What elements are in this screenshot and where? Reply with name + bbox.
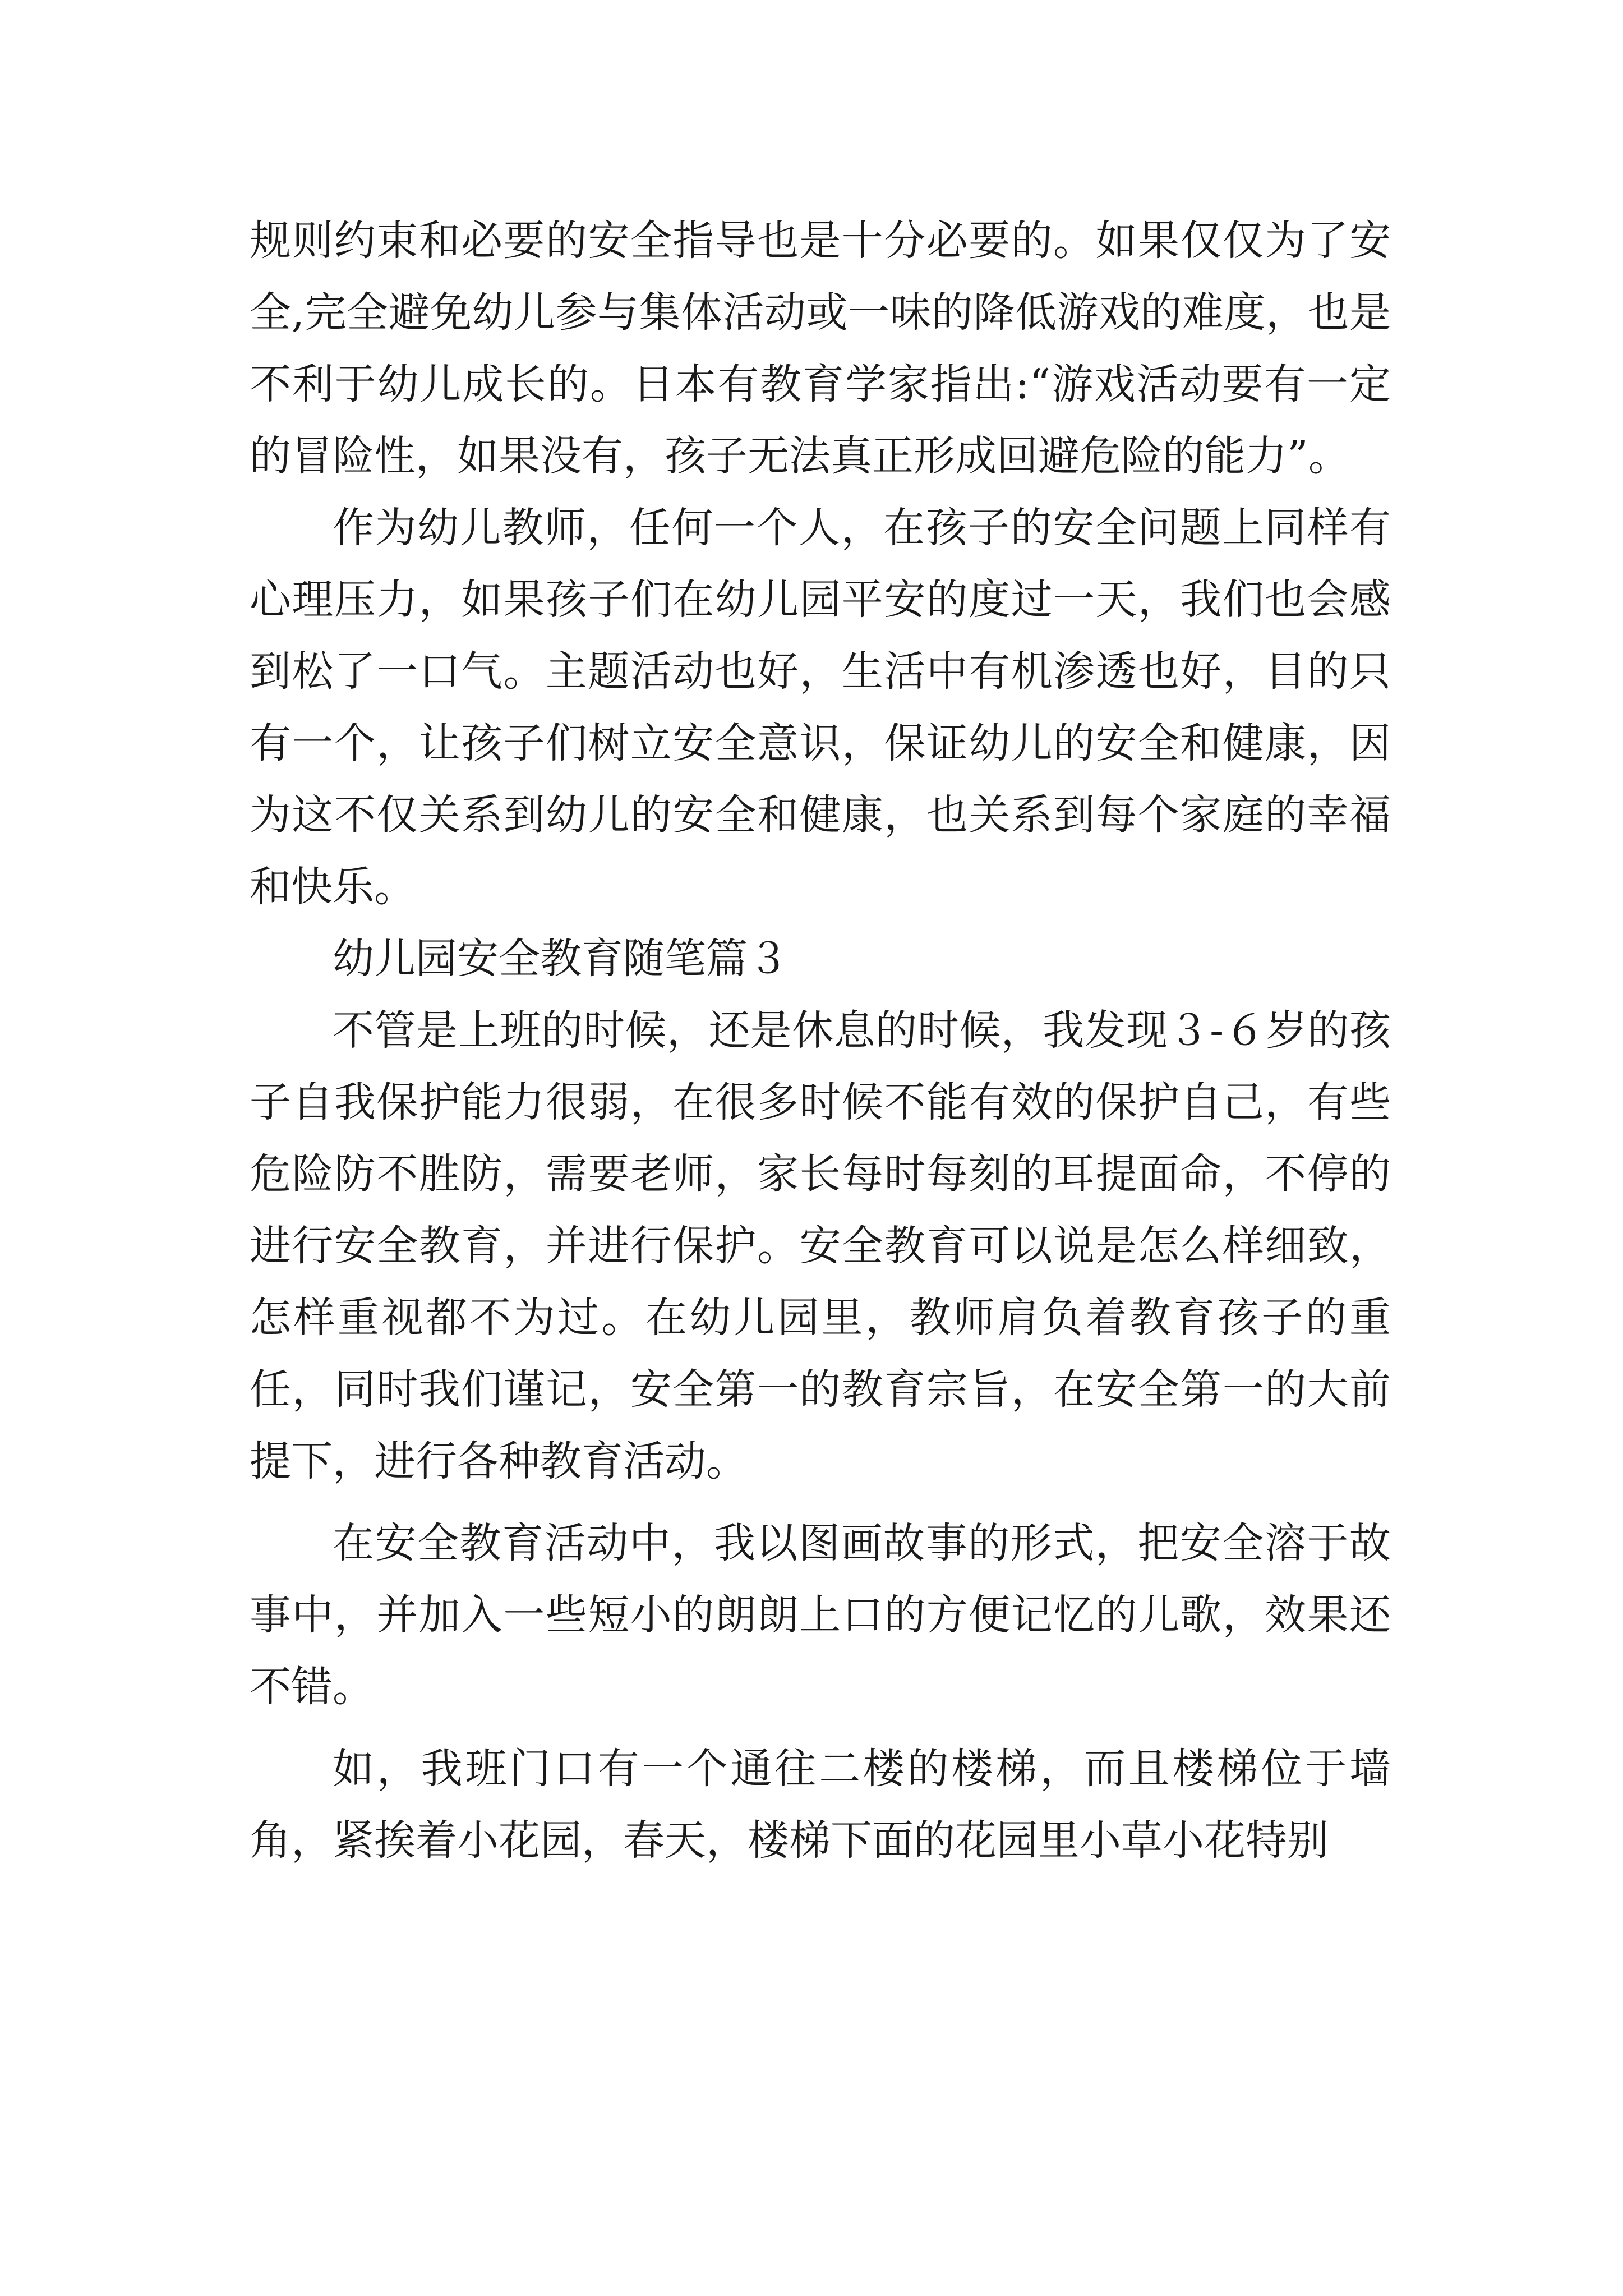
paragraph-self-protection: 不管是上班的时候，还是休息的时候，我发现３-６岁的孩子自我保护能力很弱，在很多时候不能有效的保护自己，有些危险防不胜防，需要老师，家长每时每刻的耳提面命，不停的进行安全教育，并进行保护。安全教育可以说是怎么样细致，怎样重视都不为过。在幼儿园里，教师肩负着教育孩子的重任，同时我们谨记，安全第一的教育宗旨，在安全第一的大前提下，进行各种教育活动。 bbox=[250, 1006, 1391, 1485]
paragraph-teacher-pressure: 作为幼儿教师，任何一个人，在孩子的安全问题上同样有心理压力，如果孩子们在幼儿园平安的度过一天，我们也会感到松了一口气。主题活动也好，生活中有机渗透也好，目的只有一个，让孩子们树立安全意识，保证幼儿的安全和健康，因为这不仅关系到幼儿的安全和健康，也关系到每个家庭的幸福和快乐。 bbox=[250, 504, 1391, 911]
paragraph-safety-rules: 规则约束和必要的安全指导也是十分必要的。如果仅仅为了安全,完全避免幼儿参与集体活动或一味的降低游戏的难度，也是不利于幼儿成长的。日本有教育学家指出:“游戏活动要有一定的冒险性，如果没有，孩子无法真正形成回避危险的能力”。 bbox=[250, 217, 1391, 480]
section-heading: 幼儿园安全教育随笔篇３ bbox=[333, 935, 789, 983]
paragraph-picture-stories: 在安全教育活动中，我以图画故事的形式，把安全溶于故事中，并加入一些短小的朗朗上口的方便记忆的儿歌，效果还不错。 bbox=[250, 1519, 1391, 1711]
paragraph-stairs-example: 如，我班门口有一个通往二楼的楼梯，而且楼梯位于墙角，紧挨着小花园，春天，楼梯下面的花园里小草小花特别 bbox=[250, 1745, 1391, 1865]
document-body bbox=[250, 205, 1391, 1876]
